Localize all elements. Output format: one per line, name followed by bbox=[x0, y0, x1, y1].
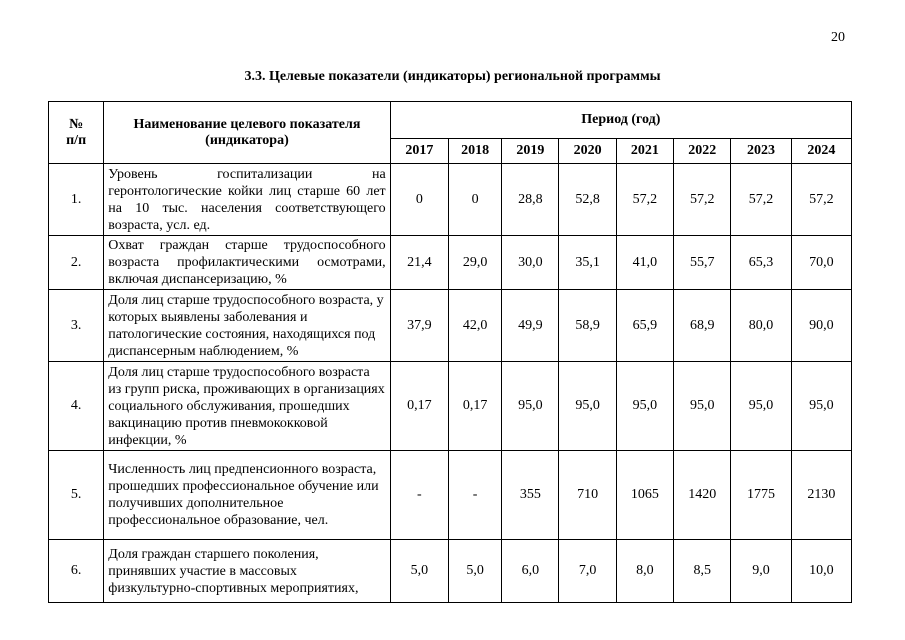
indicator-value: 42,0 bbox=[448, 290, 501, 362]
indicator-value: 95,0 bbox=[791, 362, 851, 451]
indicator-value: 95,0 bbox=[502, 362, 559, 451]
indicator-name: Уровень госпитализации на геронтологические койки лиц старше 60 лет на 10 тыс. населения соответствующего возраста, усл. ед. bbox=[104, 164, 390, 236]
indicator-value: - bbox=[390, 451, 448, 540]
header-year: 2024 bbox=[791, 139, 851, 164]
indicator-value: 28,8 bbox=[502, 164, 559, 236]
indicator-value: 1420 bbox=[674, 451, 731, 540]
indicator-value: 70,0 bbox=[791, 236, 851, 290]
indicator-value: 7,0 bbox=[559, 540, 616, 603]
row-number: 4. bbox=[49, 362, 104, 451]
indicator-value: 6,0 bbox=[502, 540, 559, 603]
indicator-value: 0,17 bbox=[448, 362, 501, 451]
row-number: 3. bbox=[49, 290, 104, 362]
indicator-value: 95,0 bbox=[559, 362, 616, 451]
table-row bbox=[49, 290, 852, 362]
indicator-value: 8,5 bbox=[674, 540, 731, 603]
indicator-value: 355 bbox=[502, 451, 559, 540]
row-number: 5. bbox=[49, 451, 104, 540]
indicator-value: 57,2 bbox=[616, 164, 673, 236]
indicator-value: 52,8 bbox=[559, 164, 616, 236]
indicator-name: Численность лиц предпенсионного возраста, прошедших профессиональное обучение или получивших дополнительное профессиональное образование, чел. bbox=[104, 451, 390, 540]
indicator-value: 95,0 bbox=[616, 362, 673, 451]
header-year: 2020 bbox=[559, 139, 616, 164]
page-number: 20 bbox=[831, 30, 845, 45]
indicator-value: 5,0 bbox=[390, 540, 448, 603]
indicator-name: Охват граждан старше трудоспособного возраста профилактическими осмотрами, включая диспансеризацию, % bbox=[104, 236, 390, 290]
section-title: 3.3. Целевые показатели (индикаторы) региональной программы bbox=[244, 69, 661, 84]
indicator-value: 1065 bbox=[616, 451, 673, 540]
table-row bbox=[49, 236, 852, 290]
indicator-value: 1775 bbox=[731, 451, 791, 540]
indicator-name: Доля лиц старше трудоспособного возраста из групп риска, проживающих в организациях социального обслуживания, прошедших вакцинацию против пневмококковой инфекции, % bbox=[104, 362, 390, 451]
header-period: Период (год) bbox=[390, 102, 851, 139]
indicator-value: 29,0 bbox=[448, 236, 501, 290]
header-year: 2023 bbox=[731, 139, 791, 164]
indicator-value: 0 bbox=[390, 164, 448, 236]
indicator-value: 65,9 bbox=[616, 290, 673, 362]
indicator-value: 68,9 bbox=[674, 290, 731, 362]
header-name: Наименование целевого показателя (индикатора) bbox=[104, 102, 390, 164]
table-row bbox=[49, 164, 852, 236]
header-year: 2018 bbox=[448, 139, 501, 164]
indicator-value: 35,1 bbox=[559, 236, 616, 290]
table-row bbox=[49, 540, 852, 603]
table-row bbox=[49, 451, 852, 540]
row-number: 2. bbox=[49, 236, 104, 290]
indicator-value: 21,4 bbox=[390, 236, 448, 290]
indicator-value: 90,0 bbox=[791, 290, 851, 362]
indicator-value: 37,9 bbox=[390, 290, 448, 362]
indicator-value: 41,0 bbox=[616, 236, 673, 290]
indicator-value: 10,0 bbox=[791, 540, 851, 603]
header-year: 2017 bbox=[390, 139, 448, 164]
indicator-value: 55,7 bbox=[674, 236, 731, 290]
indicator-value: 65,3 bbox=[731, 236, 791, 290]
indicator-value: 710 bbox=[559, 451, 616, 540]
indicators-table-container bbox=[48, 101, 852, 640]
indicator-value: 57,2 bbox=[731, 164, 791, 236]
indicator-name: Доля лиц старше трудоспособного возраста, у которых выявлены заболевания и патологические состояния, находящихся под диспансерным наблюдением, % bbox=[104, 290, 390, 362]
indicator-value: - bbox=[448, 451, 501, 540]
row-number: 6. bbox=[49, 540, 104, 603]
indicator-value: 58,9 bbox=[559, 290, 616, 362]
indicator-value: 2130 bbox=[791, 451, 851, 540]
row-number: 1. bbox=[49, 164, 104, 236]
indicator-value: 30,0 bbox=[502, 236, 559, 290]
table-row bbox=[49, 362, 852, 451]
indicator-value: 0 bbox=[448, 164, 501, 236]
indicator-value: 57,2 bbox=[791, 164, 851, 236]
indicator-value: 80,0 bbox=[731, 290, 791, 362]
indicator-value: 8,0 bbox=[616, 540, 673, 603]
indicator-name: Доля граждан старшего поколения, принявших участие в массовых физкультурно-спортивных мероприятиях, bbox=[104, 540, 390, 603]
header-year: 2022 bbox=[674, 139, 731, 164]
indicator-value: 9,0 bbox=[731, 540, 791, 603]
indicator-value: 95,0 bbox=[731, 362, 791, 451]
indicator-value: 5,0 bbox=[448, 540, 501, 603]
header-year: 2019 bbox=[502, 139, 559, 164]
indicator-value: 57,2 bbox=[674, 164, 731, 236]
indicator-value: 95,0 bbox=[674, 362, 731, 451]
indicator-value: 0,17 bbox=[390, 362, 448, 451]
header-year: 2021 bbox=[616, 139, 673, 164]
indicators-table bbox=[48, 101, 852, 603]
header-num: № п/п bbox=[49, 102, 104, 164]
indicator-value: 49,9 bbox=[502, 290, 559, 362]
